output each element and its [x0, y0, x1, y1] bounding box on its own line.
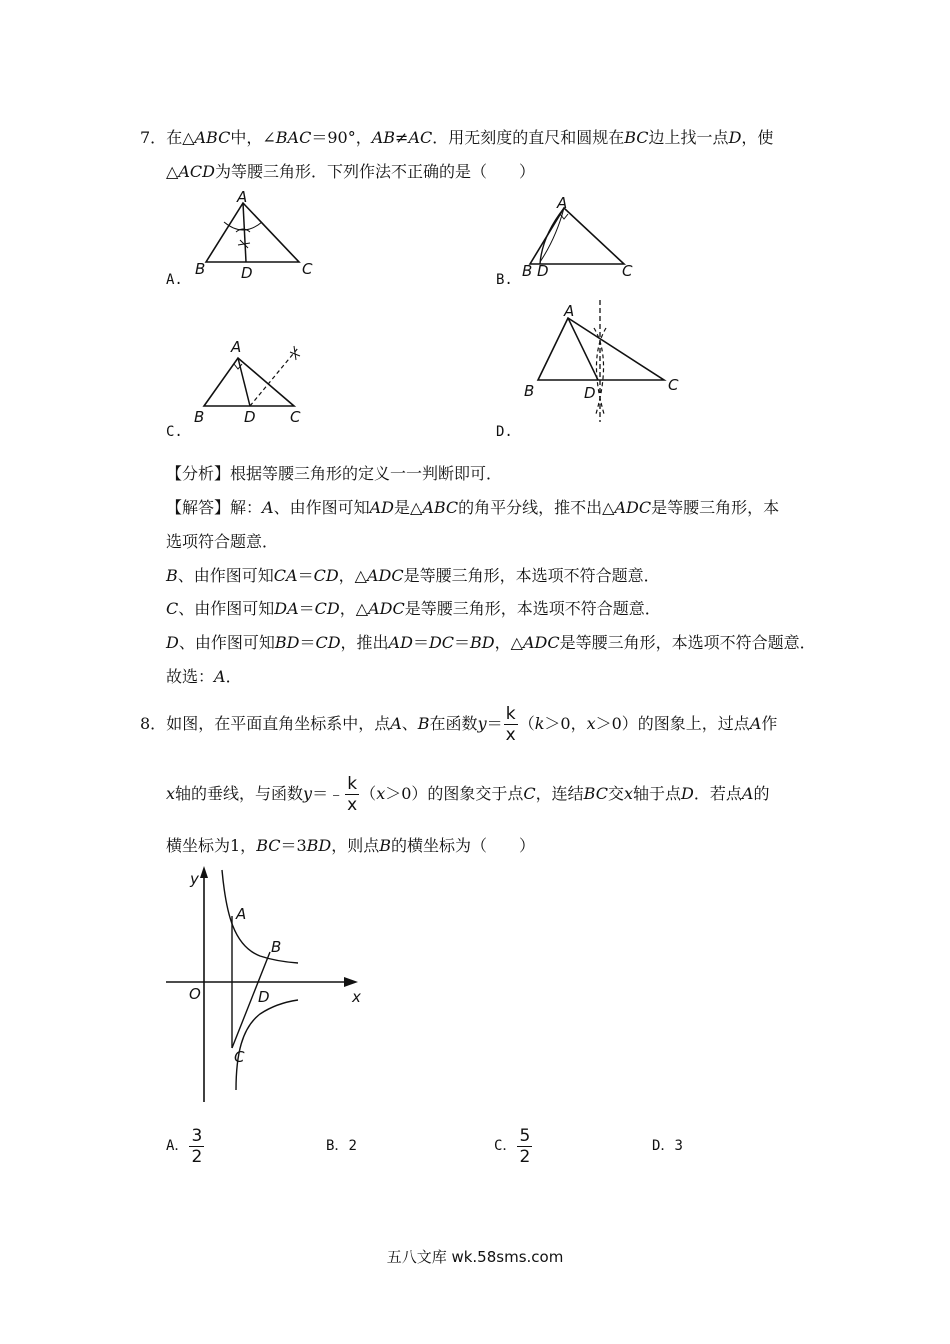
- fig-b-label-a: A: [557, 196, 568, 212]
- q8-fraction-k-over-x: $\frac{k}{x}$: [505, 704, 516, 745]
- fig-b-label-d: D: [537, 262, 549, 280]
- fig-d-label-b: B: [524, 382, 535, 400]
- fig-d-label-c: C: [668, 376, 679, 394]
- q8-choice-c: C． $\frac{5}{2}$: [494, 1125, 531, 1167]
- fig-a-label-a: A: [237, 190, 248, 206]
- fig-c-label-a: A: [231, 338, 242, 356]
- q7-option-d: D.: [496, 424, 513, 440]
- q7-number: 7．: [140, 128, 167, 147]
- answer-line2: 选项符合题意．: [166, 532, 279, 551]
- graph-label-a: A: [236, 905, 247, 923]
- q8-choice-a-fraction: $\frac{3}{2}$: [191, 1125, 203, 1167]
- fig-b-label-c: C: [622, 262, 633, 280]
- q8-line2: x轴的垂线，与函数y＝﹣ $\frac{k}{x}$ （x＞0）的图象交于点C，连结BC交x轴于点D．若点A的: [166, 774, 770, 815]
- answer-line4: C、由作图可知DA＝CD，△ADC是等腰三角形，本选项不符合题意．: [166, 599, 661, 618]
- fig-d-label-d: D: [584, 384, 596, 402]
- graph-label-o: O: [189, 985, 201, 1003]
- fig-b-label-b: B: [522, 262, 533, 280]
- q8-graph: [160, 864, 370, 1104]
- q7-option-b: B.: [496, 272, 513, 288]
- q7-figure-a: [186, 190, 326, 282]
- graph-label-x: x: [352, 988, 361, 1006]
- answer-line1: 【解答】解：A、由作图可知AD是△ABC的角平分线，推不出△ADC是等腰三角形，本: [166, 498, 780, 517]
- graph-label-y: y: [190, 870, 199, 888]
- answer-line6: 故选：A．: [166, 667, 242, 686]
- q8-choice-d: D．3: [652, 1138, 683, 1154]
- graph-label-c: C: [234, 1048, 245, 1066]
- q8-choice-b: B．2: [326, 1138, 357, 1154]
- fig-a-label-c: C: [302, 260, 313, 278]
- q8-choice-c-fraction: $\frac{5}{2}$: [519, 1125, 531, 1167]
- q7-option-a: A.: [166, 272, 183, 288]
- q8-number: 8．: [140, 714, 167, 733]
- fig-c-label-c: C: [290, 408, 301, 426]
- q7-figure-c: [186, 336, 316, 428]
- graph-label-d: D: [258, 988, 270, 1006]
- fig-a-label-b: B: [195, 260, 206, 278]
- analysis: 【分析】根据等腰三角形的定义一一判断即可．: [166, 464, 503, 483]
- fig-c-label-b: B: [194, 408, 205, 426]
- q7-figure-b: [516, 196, 646, 286]
- graph-label-b: B: [271, 938, 282, 956]
- q7-line1: 7．在△ABC中，∠BAC＝90°，AB≠AC．用无刻度的直尺和圆规在BC边上找一点D，使: [140, 128, 774, 147]
- answer-line5: D、由作图可知BD＝CD，推出AD＝DC＝BD，△ADC是等腰三角形，本选项不符合题意．: [166, 633, 816, 652]
- fig-c-label-d: D: [244, 408, 256, 426]
- q8-line3: 横坐标为1，BC＝3BD，则点B的横坐标为（ ）: [166, 836, 536, 855]
- fig-a-label-d: D: [241, 264, 253, 282]
- q7-figure-d: [516, 298, 696, 426]
- q7-line2: △ACD为等腰三角形．下列作法不正确的是（ ）: [166, 162, 535, 181]
- fig-d-label-a: A: [564, 302, 575, 320]
- q8-fraction-neg-k-over-x: $\frac{k}{x}$: [347, 774, 358, 815]
- q8-choice-a: A． $\frac{3}{2}$: [166, 1125, 203, 1167]
- answer-line3: B、由作图可知CA＝CD，△ADC是等腰三角形，本选项不符合题意．: [166, 566, 660, 585]
- q7-option-c: C.: [166, 424, 183, 440]
- q8-line1: 8．如图，在平面直角坐标系中，点A、B在函数y＝ $\frac{k}{x}$ （k＞0，x＞0）的图象上，过点A作: [140, 704, 778, 745]
- footer-watermark: 五八文库 wk.58sms.com: [386, 1248, 564, 1266]
